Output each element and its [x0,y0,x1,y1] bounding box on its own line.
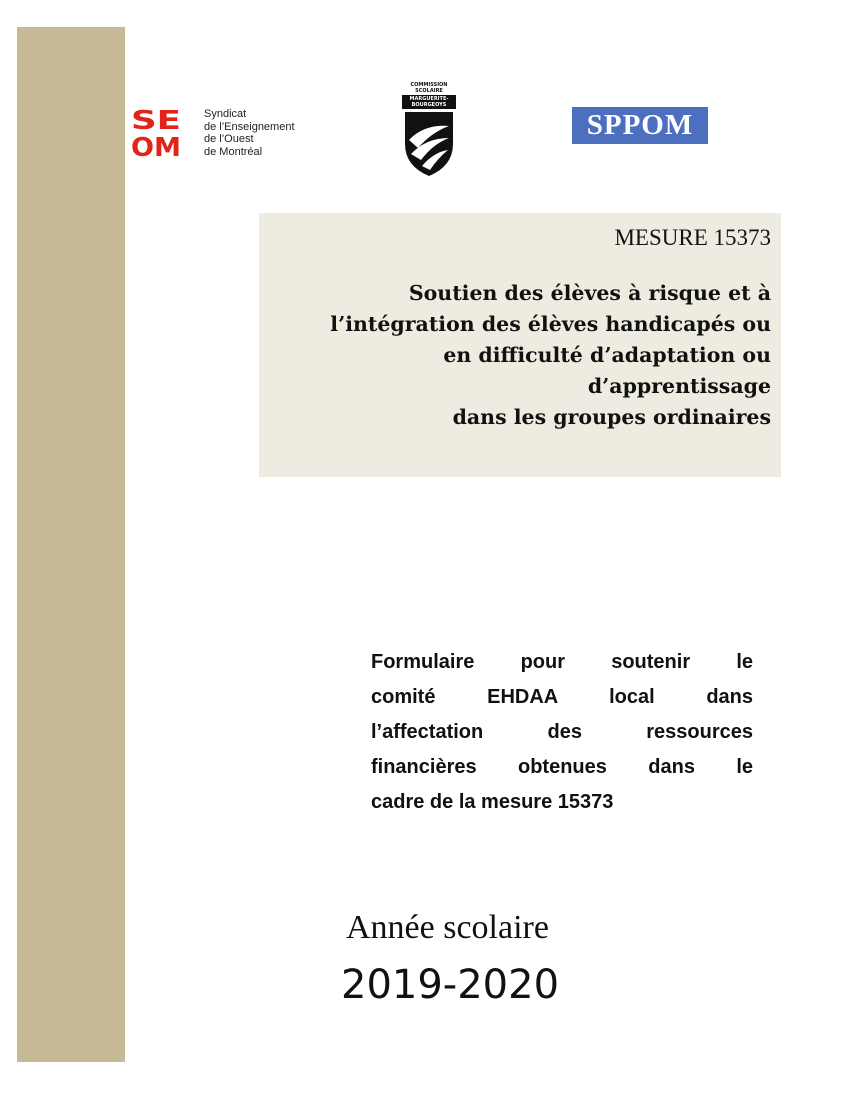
school-year-label: Année scolaire [346,909,549,946]
csmb-line-1: COMMISSION [410,82,448,88]
measure-title [301,278,771,433]
seom-logo-text [204,108,295,158]
form-description [371,645,753,820]
measure-label: MESURE 15373 [614,225,771,250]
form-description-line: financières obtenues dans le [371,756,753,778]
school-year-value: 2019-2020 [341,962,560,1008]
measure-title-line: dans les groupes ordinaires [452,405,771,429]
measure-title-line: d’apprentissage [587,374,771,398]
seom-line-1: Syndicat [204,108,247,120]
commission-scolaire-logo-text [402,82,456,111]
seom-mark-bottom: OM [131,133,181,158]
seom-mark-top: SE [131,106,181,136]
seom-line-4: de Montréal [204,145,263,158]
commission-scolaire-logo [402,82,456,178]
form-description-line: cadre de la mesure 15373 [371,791,614,813]
seom-logo [131,106,311,162]
form-description-line: Formulaire pour soutenir le [371,651,753,673]
seom-line-3: de l’Ouest [204,133,254,145]
measure-title-line: l’intégration des élèves handicapés ou [330,312,771,336]
form-description-line: l’affectation des ressources [371,721,753,743]
title-box [259,213,781,477]
csmb-line-2: SCOLAIRE [415,88,443,94]
shield-icon [402,110,456,178]
measure-title-line: Soutien des élèves à risque et à [408,281,771,305]
sppom-logo [572,107,708,144]
seom-logo-mark [131,106,181,158]
sppom-logo-text: SPPOM [586,109,694,141]
form-description-line: comité EHDAA local dans [371,686,753,708]
csmb-line-3: MARGUERITE-BOURGEOYS [402,95,456,109]
seom-line-2: de l’Enseignement [204,120,295,133]
measure-title-line: en difficulté d’adaptation ou [443,343,771,367]
decorative-side-band [17,27,125,1062]
